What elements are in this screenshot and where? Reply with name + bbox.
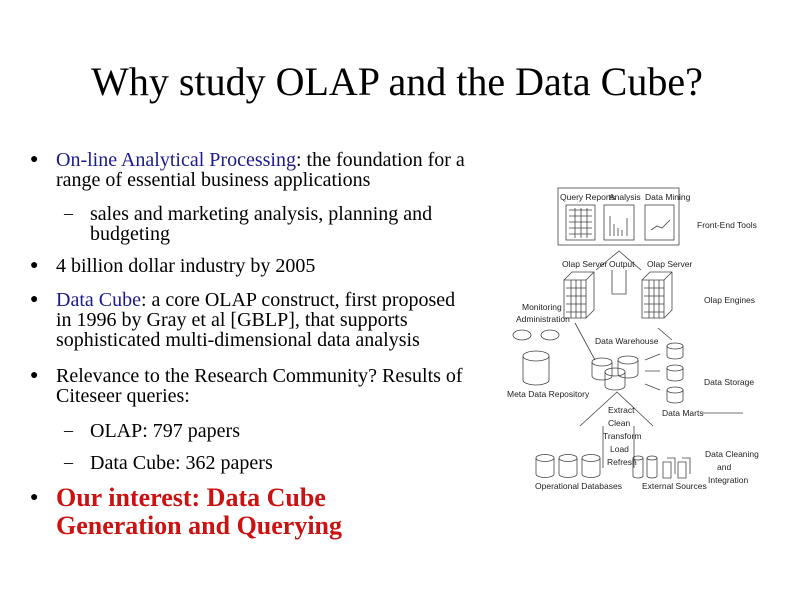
svg-text:Front-End Tools: Front-End Tools [697, 220, 757, 230]
svg-text:Monitoring: Monitoring [522, 302, 562, 312]
sub-bullet-sales-line2: budgeting [90, 223, 170, 245]
svg-text:Data Storage: Data Storage [704, 377, 755, 387]
dash-icon: – [64, 452, 73, 472]
bullet-datacube-line2: in 1996 by Gray et al [GBLP], that supports [56, 309, 408, 331]
sub-bullet-sales: sales and marketing analysis, planning and [90, 203, 433, 225]
svg-text:Clean: Clean [608, 418, 631, 428]
svg-text:Load: Load [610, 444, 629, 454]
svg-text:Meta Data Repository: Meta Data Repository [507, 389, 590, 399]
sub-bullet-olap-papers: OLAP: 797 papers [90, 420, 240, 442]
data-warehouse-architecture-diagram [500, 170, 780, 500]
term-olap: On-line Analytical Processing [56, 149, 296, 171]
bullet-olap-line2: range of essential business applications [56, 169, 371, 191]
svg-text:Data Cleaning: Data Cleaning [705, 449, 759, 459]
svg-text:External Sources: External Sources [642, 481, 707, 491]
bullet-olap: On-line Analytical Processing: the foundation for a [56, 149, 465, 171]
dash-icon: – [64, 203, 73, 223]
term-datacube: Data Cube [56, 289, 141, 311]
svg-text:Olap Engines: Olap Engines [704, 295, 756, 305]
svg-text:Output: Output [609, 259, 635, 269]
bullet-industry: 4 billion dollar industry by 2005 [56, 255, 316, 277]
bullet-icon: ● [30, 258, 39, 273]
svg-text:Data Mining: Data Mining [645, 192, 691, 202]
bullet-icon: ● [30, 490, 39, 505]
bullet-icon: ● [30, 292, 39, 307]
bullet-relevance-line2: Citeseer queries: [56, 385, 190, 407]
bullet-datacube-line3: sophisticated multi-dimensional data analysis [56, 329, 420, 351]
svg-text:Refresh: Refresh [607, 457, 637, 467]
svg-text:Integration: Integration [708, 475, 749, 485]
svg-text:Operational Databases: Operational Databases [535, 481, 622, 491]
svg-text:Extract: Extract [608, 405, 635, 415]
svg-text:and: and [717, 462, 732, 472]
svg-text:Transform: Transform [603, 431, 642, 441]
bullet-relevance: Relevance to the Research Community? Results of [56, 365, 463, 387]
sub-bullet-cube-papers: Data Cube: 362 papers [90, 452, 273, 474]
bullet-icon: ● [30, 152, 39, 167]
svg-text:Analysis: Analysis [609, 192, 641, 202]
svg-text:Olap Server: Olap Server [562, 259, 608, 269]
svg-text:Query Reports: Query Reports [560, 192, 616, 202]
bullet-interest-line2: Generation and Querying [56, 511, 343, 540]
svg-text:Olap Server: Olap Server [647, 259, 693, 269]
bullet-icon: ● [30, 368, 39, 383]
svg-text:Data Warehouse: Data Warehouse [595, 336, 659, 346]
bullet-interest: Our interest: Data Cube [56, 483, 326, 512]
dash-icon: – [64, 420, 73, 440]
svg-text:Administration: Administration [516, 314, 570, 324]
bullet-datacube: Data Cube: a core OLAP construct, first proposed [56, 289, 456, 311]
slide-title: Why study OLAP and the Data Cube? [91, 59, 703, 104]
svg-text:Data Marts: Data Marts [662, 408, 704, 418]
